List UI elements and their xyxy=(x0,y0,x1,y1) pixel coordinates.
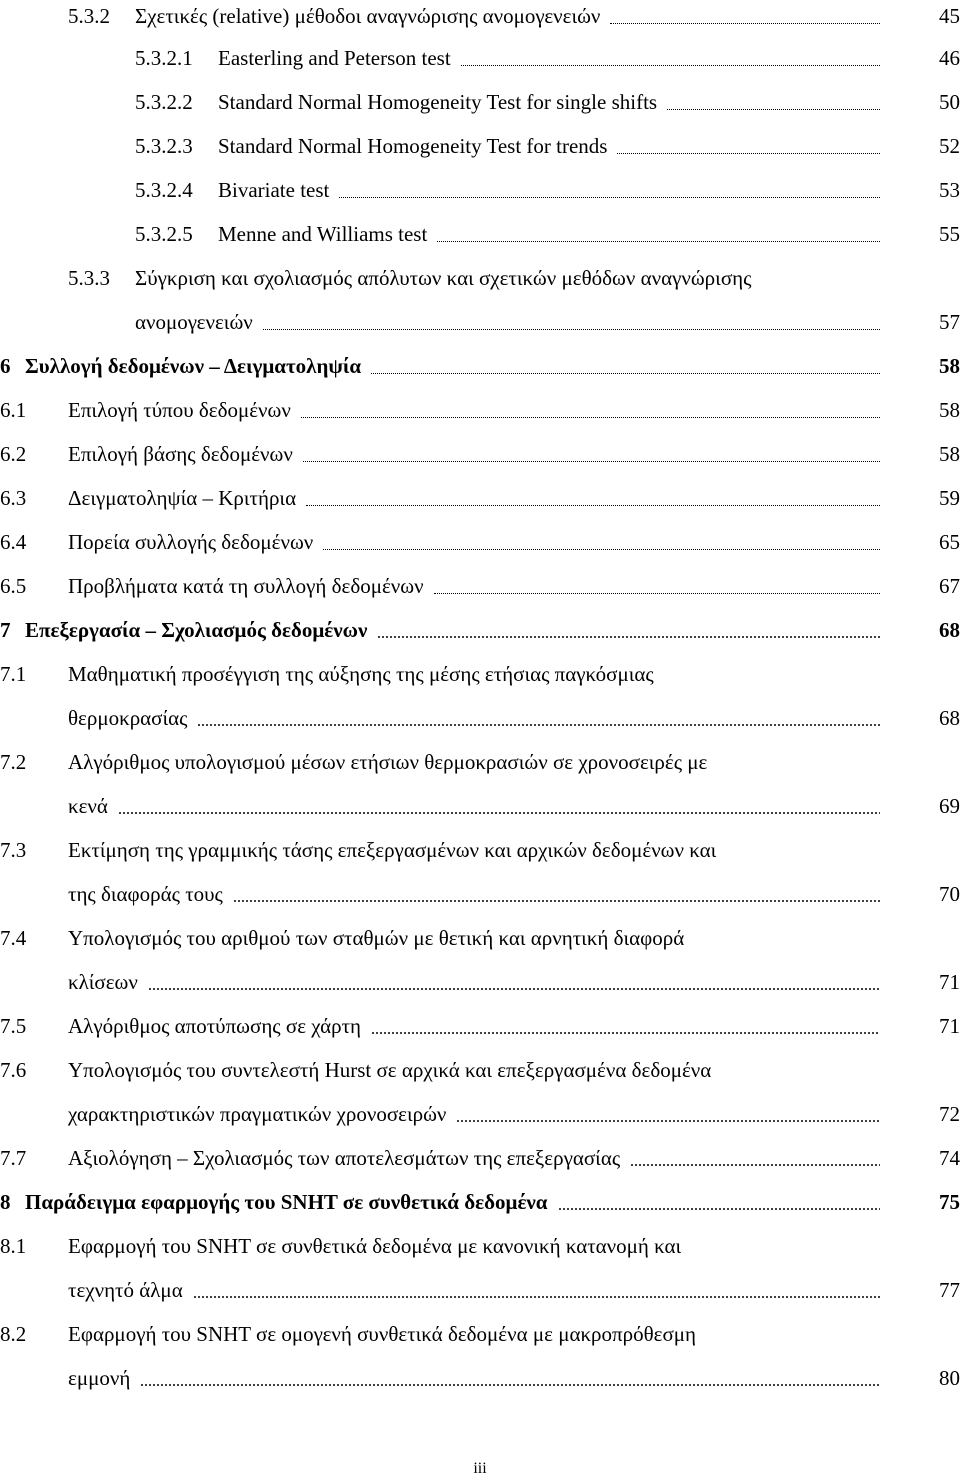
toc-entry-number: 7.5 xyxy=(0,1014,27,1038)
toc-entry-leader xyxy=(118,812,880,814)
toc-entry-title: Bivariate test xyxy=(218,178,330,202)
toc-entry-page: 52 xyxy=(939,134,960,158)
toc-entry-line xyxy=(0,86,960,118)
toc-entry-line xyxy=(0,482,960,514)
toc-entry-line xyxy=(0,1318,960,1350)
toc-entry-line xyxy=(0,306,960,338)
toc-entry-title: Επεξεργασία – Σχολιασμός δεδομένων xyxy=(25,618,368,642)
toc-entry-title: Εφαρμογή του SNHT σε ομογενή συνθετικά δεδομένα με μακροπρόθεσμη xyxy=(68,1322,697,1346)
toc-entry-page: 58 xyxy=(939,398,960,422)
toc-entry-page: 50 xyxy=(939,90,960,114)
toc-entry-page: 55 xyxy=(939,222,960,246)
toc-entry-title-continued: χαρακτηριστικών πραγματικών χρονοσειρών xyxy=(68,1102,447,1126)
toc-entry-number: 7 xyxy=(0,618,11,642)
toc-entry-page: 46 xyxy=(939,46,960,70)
toc-entry-line xyxy=(0,790,960,822)
toc-entry-line xyxy=(0,0,960,32)
toc-entry-leader xyxy=(263,328,880,330)
toc-entry-line xyxy=(0,1186,960,1218)
toc-entry-number: 5.3.2 xyxy=(68,4,110,28)
toc-entry-leader xyxy=(339,196,880,198)
toc-entry-number: 7.6 xyxy=(0,1058,27,1082)
toc-entry-page: 72 xyxy=(939,1102,960,1126)
toc-entry-title: Παράδειγμα εφαρμογής του SNHT σε συνθετικά δεδομένα xyxy=(25,1190,548,1214)
toc-entry-number: 7.3 xyxy=(0,838,27,862)
toc-entry-leader xyxy=(148,988,880,990)
toc-entry-title: Προβλήματα κατά τη συλλογή δεδομένων xyxy=(68,574,424,598)
toc-entry-title: Σχετικές (relative) μέθοδοι αναγνώρισης ανομογενειών xyxy=(135,4,601,28)
toc-entry-leader xyxy=(371,372,880,374)
toc-entry-line xyxy=(0,438,960,470)
page-number: iii xyxy=(473,1460,487,1477)
toc-entry-title-continued: τεχνητό άλμα xyxy=(68,1278,183,1302)
toc-entry-page: 69 xyxy=(939,794,960,818)
toc-entry-number: 7.7 xyxy=(0,1146,27,1170)
toc-entry-title: Easterling and Peterson test xyxy=(218,46,451,70)
toc-entry-number: 6.4 xyxy=(0,530,27,554)
toc-entry-leader xyxy=(377,636,880,638)
toc-entry-title-continued: ανομογενειών xyxy=(135,310,253,334)
toc-entry-page: 71 xyxy=(939,1014,960,1038)
toc-entry-leader xyxy=(617,152,880,154)
toc-entry-line xyxy=(0,746,960,778)
toc-entry-page: 45 xyxy=(939,4,960,28)
toc-entry-leader xyxy=(371,1032,880,1034)
toc-entry-leader xyxy=(667,108,880,110)
toc-entry-leader xyxy=(610,22,880,24)
toc-entry-leader xyxy=(197,724,880,726)
toc-entry-line xyxy=(0,658,960,690)
toc-entry-number: 8.1 xyxy=(0,1234,27,1258)
toc-entry-title-continued: θερμοκρασίας xyxy=(68,706,188,730)
toc-entry-page: 65 xyxy=(939,530,960,554)
toc-entry-page: 75 xyxy=(939,1190,960,1214)
toc-entry-title-continued: της διαφοράς τους xyxy=(68,882,223,906)
toc-entry-number: 5.3.3 xyxy=(68,266,110,290)
toc-entry-number: 6.2 xyxy=(0,442,27,466)
toc-entry-page: 59 xyxy=(939,486,960,510)
toc-entry-line xyxy=(0,350,960,382)
toc-entry-leader xyxy=(140,1384,880,1386)
toc-entry-leader xyxy=(323,548,880,550)
toc-entry-title: Επιλογή τύπου δεδομένων xyxy=(68,398,291,422)
toc-entry-page: 70 xyxy=(939,882,960,906)
toc-entry-page: 58 xyxy=(939,442,960,466)
toc-entry-line xyxy=(0,878,960,910)
toc-entry-leader xyxy=(437,240,880,242)
toc-entry-title-continued: κλίσεων xyxy=(68,970,138,994)
toc-entry-number: 6.1 xyxy=(0,398,27,422)
toc-entry-title: Standard Normal Homogeneity Test for single shifts xyxy=(218,90,658,114)
toc-entry-number: 6 xyxy=(0,354,11,378)
toc-entry-leader xyxy=(461,64,880,66)
toc-entry-leader xyxy=(233,900,880,902)
toc-entry-page: 57 xyxy=(939,310,960,334)
toc-entry-page: 74 xyxy=(939,1146,960,1170)
toc-entry-number: 6.5 xyxy=(0,574,27,598)
toc-entry-title: Standard Normal Homogeneity Test for trends xyxy=(218,134,608,158)
toc-entry-line xyxy=(0,1274,960,1306)
toc-entry-leader xyxy=(558,1208,880,1210)
toc-entry-title: Επιλογή βάσης δεδομένων xyxy=(68,442,293,466)
toc-entry-line xyxy=(0,1230,960,1262)
toc-entry-line xyxy=(0,1142,960,1174)
toc-entry-title: Πορεία συλλογής δεδομένων xyxy=(68,530,314,554)
toc-entry-page: 80 xyxy=(939,1366,960,1390)
toc-entry-page: 68 xyxy=(939,706,960,730)
toc-entry-page: 58 xyxy=(939,354,960,378)
toc-entry-title: Εκτίμηση της γραμμικής τάσης επεξεργασμένων και αρχικών δεδομένων και xyxy=(68,838,717,862)
toc-entry-line xyxy=(0,130,960,162)
toc-entry-leader xyxy=(630,1164,880,1166)
toc-entry-line xyxy=(0,1010,960,1042)
toc-entry-line xyxy=(0,702,960,734)
toc-entry-line xyxy=(0,966,960,998)
toc-entry-title: Εφαρμογή του SNHT σε συνθετικά δεδομένα με κανονική κατανομή και xyxy=(68,1234,682,1258)
toc-entry-title: Δειγματοληψία – Κριτήρια xyxy=(68,486,297,510)
toc-entry-leader xyxy=(301,416,880,418)
toc-entry-line xyxy=(0,614,960,646)
toc-entry-line xyxy=(0,218,960,250)
toc-entry-title: Αλγόριθμος αποτύπωσης σε χάρτη xyxy=(68,1014,362,1038)
toc-entry-title: Αξιολόγηση – Σχολιασμός των αποτελεσμάτων της επεξεργασίας xyxy=(68,1146,621,1170)
toc-entry-number: 8 xyxy=(0,1190,11,1214)
toc-entry-line xyxy=(0,394,960,426)
toc-entry-line xyxy=(0,1098,960,1130)
toc-entry-number: 5.3.2.4 xyxy=(135,178,193,202)
toc-entry-number: 5.3.2.2 xyxy=(135,90,193,114)
toc-entry-title-continued: εμμονή xyxy=(68,1366,131,1390)
toc-entry-page: 53 xyxy=(939,178,960,202)
toc-entry-number: 6.3 xyxy=(0,486,27,510)
toc-entry-number: 5.3.2.1 xyxy=(135,46,193,70)
toc-entry-page: 67 xyxy=(939,574,960,598)
toc-entry-title: Menne and Williams test xyxy=(218,222,428,246)
toc-entry-line xyxy=(0,1362,960,1394)
toc-entry-title: Υπολογισμός του αριθμού των σταθμών με θετική και αρνητική διαφορά xyxy=(68,926,685,950)
toc-entry-number: 7.1 xyxy=(0,662,27,686)
toc-entry-leader xyxy=(193,1296,880,1298)
toc-entry-title: Μαθηματική προσέγγιση της αύξησης της μέσης ετήσιας παγκόσμιας xyxy=(68,662,654,686)
toc-entry-line xyxy=(0,174,960,206)
toc-entry-page: 77 xyxy=(939,1278,960,1302)
toc-entry-page: 68 xyxy=(939,618,960,642)
toc-entry-number: 5.3.2.3 xyxy=(135,134,193,158)
toc-entry-line xyxy=(0,526,960,558)
toc-entry-line xyxy=(0,570,960,602)
toc-entry-leader xyxy=(456,1120,880,1122)
toc-entry-number: 5.3.2.5 xyxy=(135,222,193,246)
toc-entry-title: Σύγκριση και σχολιασμός απόλυτων και σχετικών μεθόδων αναγνώρισης xyxy=(135,266,752,290)
toc-entry-number: 7.4 xyxy=(0,926,27,950)
toc-entry-number: 8.2 xyxy=(0,1322,27,1346)
toc-entry-title: Υπολογισμός του συντελεστή Hurst σε αρχικά και επεξεργασμένα δεδομένα xyxy=(68,1058,712,1082)
toc-entry-page: 71 xyxy=(939,970,960,994)
toc-entry-line xyxy=(0,42,960,74)
toc-entry-title-continued: κενά xyxy=(68,794,108,818)
toc-entry-number: 7.2 xyxy=(0,750,27,774)
toc-entry-line xyxy=(0,834,960,866)
toc-entry-title: Αλγόριθμος υπολογισμού μέσων ετήσιων θερμοκρασιών σε χρονοσειρές με xyxy=(68,750,708,774)
toc-entry-line xyxy=(0,922,960,954)
toc-entry-line xyxy=(0,1054,960,1086)
toc-entry-leader xyxy=(303,460,880,462)
toc-entry-line xyxy=(0,262,960,294)
toc-entry-title: Συλλογή δεδομένων – Δειγματοληψία xyxy=(25,354,362,378)
toc-entry-leader xyxy=(306,504,880,506)
toc-entry-leader xyxy=(434,592,880,594)
